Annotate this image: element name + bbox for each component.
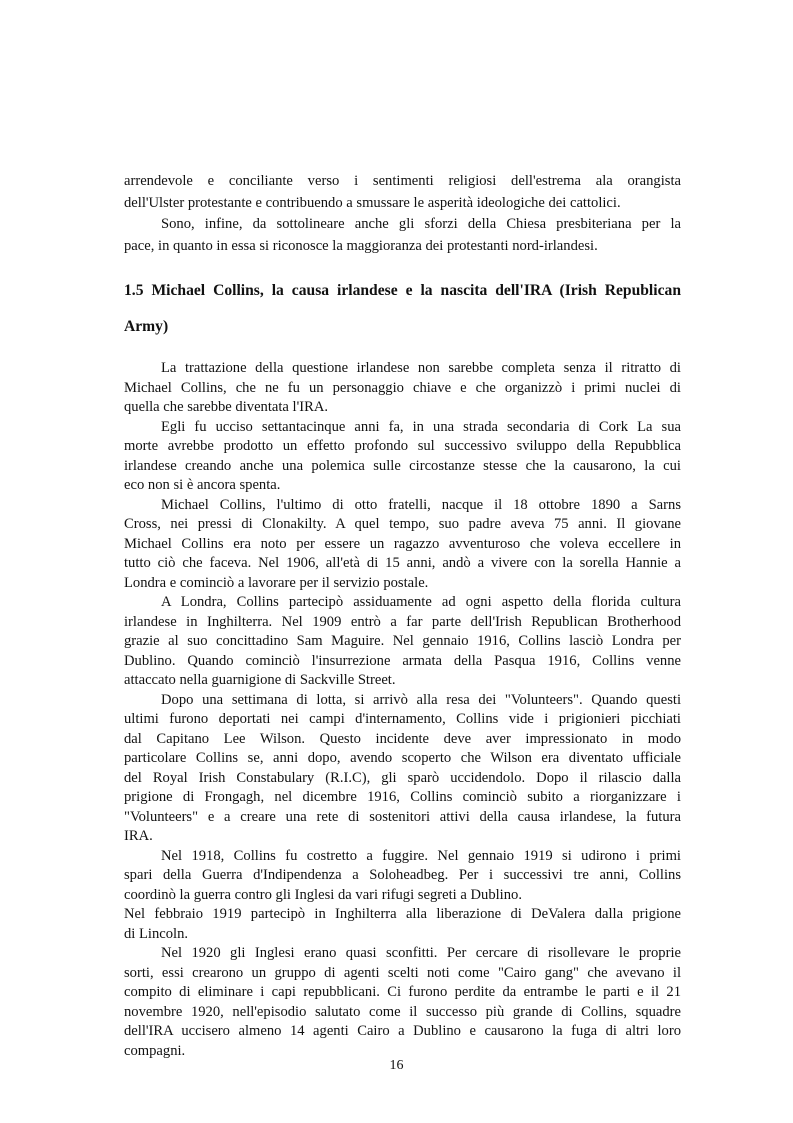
- text-line: tutto ciò che faceva. Nel 1906, all'età di 15 anni, andò a vivere con la sorella Hannie a: [124, 555, 681, 571]
- text-line: Dublino. Quando cominciò l'insurrezione armata della Pasqua 1916, Collins venne: [124, 652, 681, 669]
- heading-line: 1.5 Michael Collins, la causa irlandese e la nascita dell'IRA (Irish Republican: [124, 282, 681, 299]
- text-line: coordinò la guerra contro gli Inglesi da vari rifugi segreti a Dublino.: [124, 886, 522, 903]
- text-line: sorti, essi crearono un gruppo di agenti scelti noti come "Cairo gang" che avevano il: [124, 964, 681, 981]
- text-line: spari della Guerra d'Indipendenza a Soloheadbeg. Per i successivi tre anni, Collins: [124, 867, 681, 883]
- section-heading: [124, 273, 681, 345]
- text-line: Dopo una settimana di lotta, si arrivò alla resa dei "Volunteers". Quando questi: [161, 691, 681, 708]
- text-line: pace, in quanto in essa si riconosce la maggioranza dei protestanti nord-irlandesi.: [124, 237, 598, 254]
- text-line: arrendevole e conciliante verso i sentimenti religiosi dell'estrema ala orangista: [124, 173, 681, 189]
- text-line: A Londra, Collins partecipò assiduamente ad ogni aspetto della florida cultura: [161, 594, 681, 610]
- text-line: Londra e cominciò a lavorare per il servizio postale.: [124, 574, 429, 591]
- text-line: grazie al suo concittadino Sam Maguire. Nel gennaio 1916, Collins lasciò Londra per: [124, 633, 681, 649]
- text-line: Michael Collins, che ne fu un personaggio chiave e che organizzò i primi nuclei di: [124, 379, 681, 396]
- text-line: Michael Collins era noto per essere un ragazzo avventuroso che voleva eccellere in: [124, 535, 681, 552]
- text-line: dell'Ulster protestante e contribuendo a smussare le asperità ideologiche dei cattolici.: [124, 194, 621, 211]
- heading-line: Army): [124, 318, 169, 335]
- document-page: [124, 0, 681, 1061]
- text-line: Nel 1920 gli Inglesi erano quasi sconfitti. Per cercare di risollevare le proprie: [161, 945, 681, 961]
- text-line: morte avrebbe prodotto un effetto profondo sul successivo sviluppo della Repubblica: [124, 438, 681, 454]
- text-line: Sono, infine, da sottolineare anche gli sforzi della Chiesa presbiteriana per la: [161, 216, 681, 232]
- text-line: particolare Collins se, anni dopo, avendo scoperto che Wilson era diventato ufficiale: [124, 750, 681, 766]
- text-line: irlandese in Inghilterra. Nel 1909 entrò a far parte dell'Irish Republican Brotherhood: [124, 613, 681, 630]
- text-line: novembre 1920, nell'episodio salutato come il successo più grande di Collins, squadre: [124, 1003, 681, 1020]
- text-line: dell'IRA uccisero almeno 14 agenti Cairo a Dublino e causarono la fuga di altri loro: [124, 1023, 681, 1039]
- intro-paragraphs: [124, 171, 681, 257]
- text-line: Nel 1918, Collins fu costretto a fuggire. Nel gennaio 1919 si udirono i primi: [161, 847, 681, 864]
- text-line: IRA.: [124, 828, 153, 844]
- text-line: Cross, nei pressi di Clonakilty. A quel tempo, suo padre aveva 75 anni. Il giovane: [124, 516, 681, 532]
- body-paragraphs: [124, 359, 681, 1061]
- text-line: quella che sarebbe diventata l'IRA.: [124, 399, 329, 415]
- text-line: Michael Collins, l'ultimo di otto fratelli, nacque il 18 ottobre 1890 a Sarns: [161, 496, 681, 513]
- text-line: "Volunteers" e a creare una rete di sostenitori attivi della causa irlandese, la futura: [124, 808, 681, 825]
- text-line: irlandese creando anche una polemica sulle circostanze stesse che la causarono, la cui: [124, 457, 681, 474]
- page-number: 16: [389, 1058, 404, 1073]
- text-line: del Royal Irish Constabulary (R.I.C), gli sparò uccidendolo. Dopo il rilascio dalla: [124, 769, 681, 786]
- text-line: ultimi furono deportati nei campi d'internamento, Collins vide i prigionieri picchiati: [124, 711, 681, 727]
- text-line: La trattazione della questione irlandese non sarebbe completa senza il ritratto di: [161, 360, 681, 376]
- text-line: compagni.: [124, 1042, 186, 1059]
- text-line: attaccato nella guarnigione di Sackville Street.: [124, 672, 396, 688]
- text-line: eco non si è ancora spenta.: [124, 477, 281, 493]
- text-line: dal Capitano Lee Wilson. Questo incidente deve aver impressionato in modo: [124, 730, 681, 747]
- text-line: di Lincoln.: [124, 925, 189, 942]
- text-line: compito di eliminare i capi repubblicani. Ci furono perdite da entrambe le parti e il 21: [124, 984, 681, 1000]
- text-line: Egli fu ucciso settantacinque anni fa, in una strada secondaria di Cork La sua: [161, 418, 681, 435]
- text-line: prigione di Frongagh, nel dicembre 1916, Collins cominciò subito a riorganizzare i: [124, 789, 681, 805]
- text-line: Nel febbraio 1919 partecipò in Inghilterra alla liberazione di DeValera dalla prigione: [124, 906, 681, 922]
